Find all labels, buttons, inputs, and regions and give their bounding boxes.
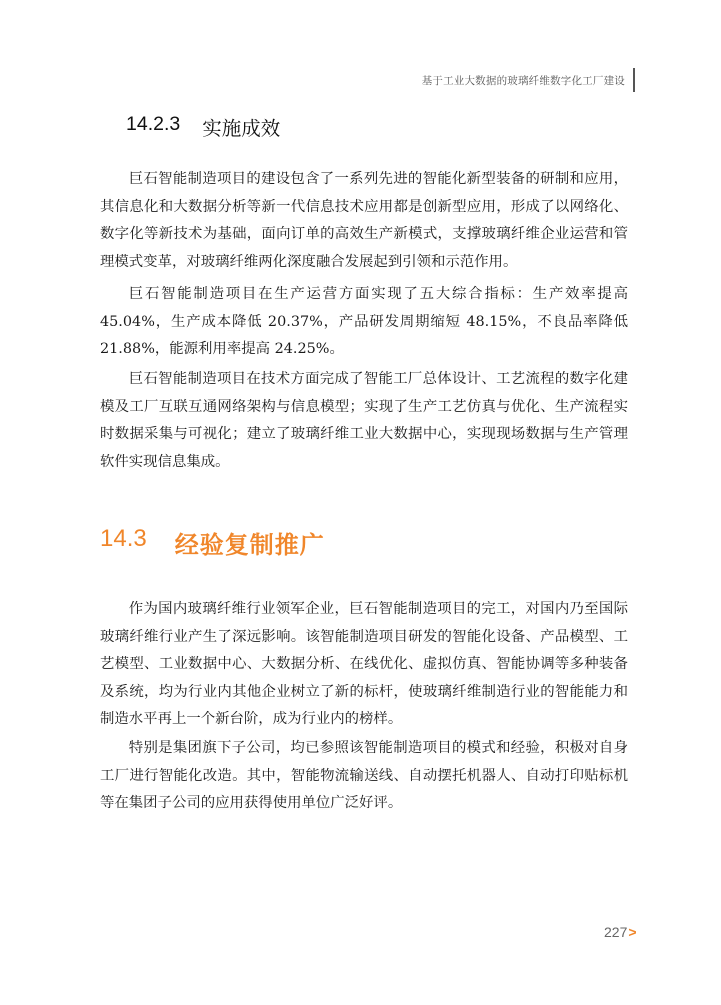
chevron-right-icon: > bbox=[628, 924, 637, 940]
section-title: 经验复制推广 bbox=[174, 532, 325, 559]
page-number bbox=[604, 924, 637, 940]
section-number: 14.2.3 bbox=[126, 113, 181, 135]
section-heading-14-2-3 bbox=[126, 113, 280, 141]
section-number: 14.3 bbox=[100, 525, 147, 552]
paragraph-implementation-overview: 巨石智能制造项目的建设包含了一系列先进的智能化新型装备的研制和应用，其信息化和大数据分析等新一代信息技术应用都是创新型应用，形成了以网络化、数字化等新技术为基础，面向订单的高效生产新模式，支撑玻璃纤维企业运营和管理模式变革，对玻璃纤维两化深度融合发展起到引领和示范作用。 bbox=[100, 171, 628, 270]
running-header-title: 基于工业大数据的玻璃纤维数字化工厂建设 bbox=[421, 74, 625, 87]
page-number-value: 227 bbox=[604, 924, 628, 940]
paragraph-operational-metrics: 巨石智能制造项目在生产运营方面实现了五大综合指标：生产效率提高 45.04%，生产成本降低 20.37%，产品研发周期缩短 48.15%，不良品率降低 21.88%，能源利用率提高 24.25%。 bbox=[100, 286, 628, 357]
paragraph-industry-impact: 作为国内玻璃纤维行业领军企业，巨石智能制造项目的完工，对国内乃至国际玻璃纤维行业产生了深远影响。该智能制造项目研发的智能化设备、产品模型、工艺模型、工业数据中心、大数据分析、在线优化、虚拟仿真、智能协调等多种装备及系统，均为行业内其他企业树立了新的标杆，使玻璃纤维制造行业的智能能力和制造水平再上一个新台阶，成为行业内的榜样。 bbox=[100, 601, 628, 727]
paragraph-subsidiary-adoption: 特别是集团旗下子公司，均已参照该智能制造项目的模式和经验，积极对自身工厂进行智能化改造。其中，智能物流输送线、自动摆托机器人、自动打印贴标机等在集团子公司的应用获得使用单位广泛好评。 bbox=[100, 740, 628, 811]
header-divider-bar bbox=[633, 68, 635, 92]
running-header bbox=[422, 67, 635, 93]
section-heading-14-3 bbox=[100, 525, 325, 560]
section-title: 实施成效 bbox=[202, 118, 281, 140]
paragraph-technical-achievements: 巨石智能制造项目在技术方面完成了智能工厂总体设计、工艺流程的数字化建模及工厂互联互通网络架构与信息模型；实现了生产工艺仿真与优化、生产流程实时数据采集与可视化；建立了玻璃纤维工业大数据中心，实现现场数据与生产管理软件实现信息集成。 bbox=[100, 371, 628, 470]
